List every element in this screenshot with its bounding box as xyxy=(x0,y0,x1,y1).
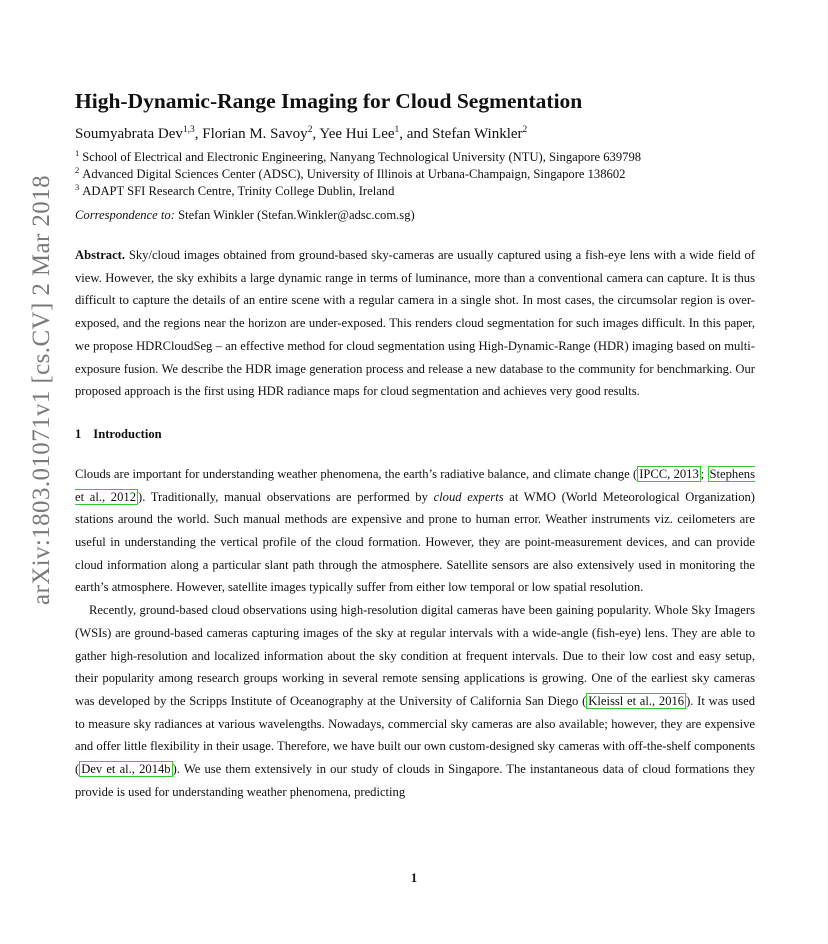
citation-link[interactable]: Kleissl et al., 2016 xyxy=(588,693,685,708)
affiliation-item xyxy=(75,149,755,166)
author-affiliation-mark: 2 xyxy=(307,125,313,135)
author-affiliation-mark: 1 xyxy=(394,125,400,135)
correspondence xyxy=(75,207,755,224)
author-name: , Florian M. Savoy xyxy=(194,126,308,142)
section-number: 1 xyxy=(75,426,82,441)
affiliation-text: School of Electrical and Electronic Engineering, Nanyang Technological University (NTU), Singapore 639798 xyxy=(82,150,642,164)
paper-page xyxy=(75,86,755,803)
arxiv-identifier: arXiv:1803.01071v1 [cs.CV] 2 Mar 2018 xyxy=(28,174,55,606)
paragraph-text: Recently, ground-based cloud observations using high-resolution digital cameras have been gaining popularity. Whole Sky Imagers (WSIs) are ground-based cameras capturing images of the sky at regular intervals with a wide-angle (fish-eye) lens. They are able to gather high-resolution and localized information about the sky condition at frequent intervals. Due to their low cost and easy setup, their popularity among research groups working in several remote sensing applications is growing. One of the earliest sky cameras was developed by the Scripps Institute of Oceanography at the University of California San Diego ( xyxy=(75,603,755,708)
paragraph-text: ). Traditionally, manual observations are performed by xyxy=(138,489,434,504)
affiliation-text: ADAPT SFI Research Centre, Trinity College Dublin, Ireland xyxy=(82,184,395,198)
author-name: Soumyabrata Dev xyxy=(75,126,183,142)
paragraph-text: ; xyxy=(700,466,708,481)
abstract-label: Abstract. xyxy=(75,248,126,262)
paragraph-text: at WMO (World Meteorological Organization) stations around the world. Such manual methods are expensive and prone to human error. Weather instruments viz. ceilometers are useful in understanding the vertical profile of the cloud formation. However, they are point-measurement devices, and can provide cloud information along a particular slant path through the atmosphere. Satellite sensors are also extensively used in monitoring the earth’s atmosphere. However, satellite images typically suffer from either low temporal or low spatial resolution. xyxy=(75,489,755,595)
author-list xyxy=(75,123,755,145)
paragraph-text: ). We use them extensively in our study of clouds in Singapore. The instantaneous data of cloud formations they provide is used for understanding weather phenomena, predicting xyxy=(75,762,755,799)
citation-link[interactable]: IPCC, 2013 xyxy=(639,466,699,481)
paragraph xyxy=(75,599,755,803)
affiliation-item xyxy=(75,166,755,183)
author-affiliation-mark: 1,3 xyxy=(182,125,195,135)
section-title: Introduction xyxy=(93,426,162,441)
correspondence-text: Stefan Winkler (Stefan.Winkler@adsc.com.sg) xyxy=(174,208,415,222)
paragraph-text: ). It was used to measure sky radiances at various wavelengths. Nowadays, commercial sky cameras are also available; however, they are expensive and offer little flexibility in their usage. Therefore, we have built our own custom-designed sky cameras with off-the-shelf components ( xyxy=(75,693,755,777)
affiliation-list xyxy=(75,149,755,200)
correspondence-label: Correspondence to: xyxy=(75,208,175,222)
section-heading xyxy=(75,425,755,443)
affiliation-mark: 2 xyxy=(75,165,80,175)
author-name: , Yee Hui Lee xyxy=(312,126,395,142)
author-name: , and Stefan Winkler xyxy=(399,126,523,142)
abstract-text: Sky/cloud images obtained from ground-based sky-cameras are usually captured using a fish-eye lens with a wide field of view. However, the sky exhibits a large dynamic range in terms of luminance, more than a conventional camera can capture. It is thus difficult to capture the details of an entire scene with a regular camera in a single shot. In most cases, the circumsolar region is over-exposed, and the regions near the horizon are under-exposed. This renders cloud segmentation for such images difficult. In this paper, we propose HDRCloudSeg – an effective method for cloud segmentation using High-Dynamic-Range (HDR) imaging based on multi-exposure fusion. We describe the HDR image generation process and release a new database to the community for benchmarking. Our proposed approach is the first using HDR radiance maps for cloud segmentation and achieves very good results. xyxy=(75,248,755,399)
arxiv-sidebar xyxy=(22,158,62,622)
paragraph xyxy=(75,463,755,599)
emphasis-text: cloud experts xyxy=(433,489,504,504)
page-number: 1 xyxy=(410,871,418,885)
affiliation-text: Advanced Digital Sciences Center (ADSC), University of Illinois at Urbana-Champaign, Singapore 138602 xyxy=(82,167,626,181)
paragraph-text: Clouds are important for understanding weather phenomena, the earth’s radiative balance, and climate change ( xyxy=(75,466,638,481)
affiliation-mark: 3 xyxy=(75,182,80,192)
citation-link[interactable]: Dev et al., 2014b xyxy=(81,762,171,777)
paper-title: High-Dynamic-Range Imaging for Cloud Segmentation xyxy=(75,89,583,113)
author-affiliation-mark: 2 xyxy=(522,125,528,135)
affiliation-mark: 1 xyxy=(75,148,80,158)
affiliation-item xyxy=(75,183,755,200)
abstract xyxy=(75,244,755,403)
citation-link[interactable]: Stephens et al., 2012 xyxy=(75,466,755,504)
